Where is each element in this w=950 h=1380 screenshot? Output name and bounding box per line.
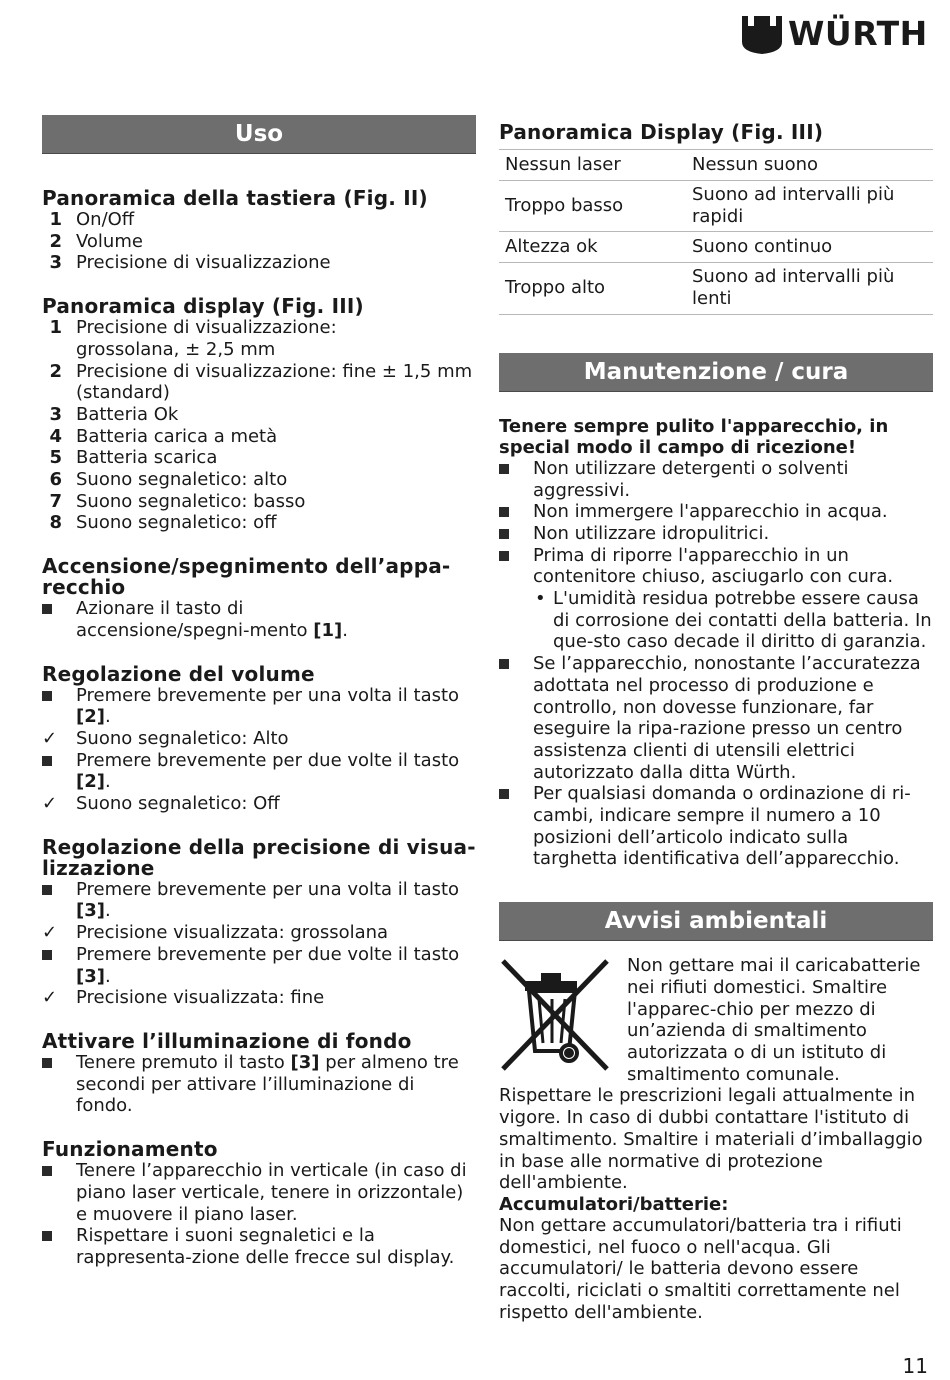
volume-section bbox=[42, 661, 476, 815]
bullet-square-icon bbox=[499, 659, 509, 669]
list-item: Non utilizzare detergenti o solventi aggressivi. bbox=[499, 458, 933, 501]
list-item: Premere brevemente per due volte il tasto [2]. bbox=[42, 750, 476, 793]
crossed-out-bin-icon bbox=[499, 955, 611, 1075]
list-item: 2 Precisione di visualizzazione: fine ± 1,5 mm (standard) bbox=[49, 360, 473, 404]
precision-section bbox=[42, 834, 476, 1009]
checkmark-icon: ✓ bbox=[42, 793, 58, 815]
keypad-list bbox=[42, 209, 476, 274]
bullet-square-icon bbox=[42, 756, 52, 766]
backlight-list bbox=[42, 1052, 476, 1117]
list-item: Non immergere l'apparecchio in acqua. bbox=[499, 501, 933, 523]
batteries-text: Non gettare accumulatori/batteria tra i rifiuti domestici, nel fuoco o nell'acqua. Gli accumulatori/ le batteria devono essere raccolti, riciclati o smaltiti correttamente nel rispetto dell'ambiente. bbox=[499, 1214, 902, 1323]
table-row: Altezza ok Suono continuo bbox=[499, 232, 933, 263]
checkmark-icon: ✓ bbox=[42, 727, 58, 749]
list-item: 1 Precisione di visualizzazione: grossolana, ± 2,5 mm bbox=[49, 317, 337, 360]
environment-text: Non gettare mai il caricabatterie nei rifiuti domestici. Smaltire l'apparec-chio per mezzo di un’azienda di smaltimento autorizzata o di un istituto di smaltimento comunale. Rispettare le prescrizioni legali attualmente in vigore. In caso di dubbi contattare l'istituto di smaltimento. Smaltire i materiali d’imballaggio in base alle normative di protezione dell'ambiente. bbox=[499, 955, 923, 1194]
operation-list bbox=[42, 1160, 476, 1269]
section-banner-environment: Avvisi ambientali bbox=[499, 902, 933, 941]
table-row: Nessun laser Nessun suono bbox=[499, 150, 933, 181]
keypad-section bbox=[42, 188, 476, 274]
checkmark-icon: ✓ bbox=[42, 987, 58, 1009]
list-item: 3 Batteria Ok bbox=[49, 403, 179, 425]
list-item: 3 Precisione di visualizzazione bbox=[49, 252, 331, 274]
display-section bbox=[42, 296, 476, 534]
list-item: ✓ Precisione visualizzata: fine bbox=[42, 987, 325, 1009]
wurth-logo-icon bbox=[740, 12, 784, 56]
section-title: Funzionamento bbox=[42, 1137, 218, 1162]
list-item: 2 Volume bbox=[49, 230, 143, 252]
section-banner-uso: Uso bbox=[42, 115, 476, 154]
section-title: Regolazione del volume bbox=[42, 661, 315, 686]
list-item: ✓ Suono segnaletico: Off bbox=[42, 793, 280, 815]
table-row: Troppo basso Suono ad intervalli più rapidi bbox=[499, 181, 933, 232]
display-table bbox=[499, 149, 933, 315]
wurth-logo bbox=[740, 12, 936, 56]
maintenance-list bbox=[499, 458, 933, 870]
section-title: Regolazione della precisione di visua-lizzazione bbox=[42, 834, 476, 880]
bullet-square-icon bbox=[42, 691, 52, 701]
list-item: Tenere premuto il tasto [3] per almeno tre secondi per attivare l’illuminazione di fondo. bbox=[42, 1052, 476, 1117]
bullet-square-icon bbox=[42, 885, 52, 895]
bullet-square-icon bbox=[42, 950, 52, 960]
sub-item: • L'umidità residua potrebbe essere causa di corrosione dei contatti della batteria. In que-sto caso decade il diritto di garanzia. bbox=[535, 588, 932, 653]
list-item: ✓ Suono segnaletico: Alto bbox=[42, 727, 289, 749]
bullet-square-icon bbox=[499, 464, 509, 474]
operation-section bbox=[42, 1139, 476, 1269]
list-item: Non utilizzare idropulitrici. bbox=[499, 523, 933, 545]
batteries-subtitle: Accumulatori/batterie: bbox=[499, 1193, 729, 1215]
bullet-square-icon bbox=[499, 789, 509, 799]
list-item: 6 Suono segnaletico: alto bbox=[49, 469, 288, 491]
list-item: 5 Batteria scarica bbox=[49, 447, 218, 469]
right-column bbox=[499, 122, 933, 1323]
page-number: 11 bbox=[902, 1354, 928, 1378]
bullet-square-icon bbox=[42, 1058, 52, 1068]
bullet-dot-icon: • bbox=[535, 588, 546, 610]
power-list bbox=[42, 598, 476, 641]
list-item: Tenere l’apparecchio in verticale (in caso di piano laser verticale, tenere in orizzontale) e muovere il piano laser. bbox=[42, 1160, 476, 1225]
section-title: Attivare l’illuminazione di fondo bbox=[42, 1028, 412, 1053]
list-item: 8 Suono segnaletico: off bbox=[49, 512, 277, 534]
display-list bbox=[42, 317, 476, 534]
section-title: Panoramica della tastiera (Fig. II) bbox=[42, 186, 428, 210]
left-column bbox=[42, 115, 476, 1269]
maintenance-section bbox=[499, 416, 933, 870]
precision-list bbox=[42, 879, 476, 1009]
bullet-square-icon bbox=[499, 529, 509, 539]
section-title: Panoramica display (Fig. III) bbox=[42, 294, 364, 319]
display-table-title: Panoramica Display (Fig. III) bbox=[499, 120, 824, 144]
maintenance-lead: Tenere sempre pulito l'apparecchio, in special modo il campo di ricezione! bbox=[499, 415, 889, 458]
bullet-square-icon bbox=[42, 604, 52, 614]
list-item: Premere brevemente per una volta il tasto [2]. bbox=[42, 685, 476, 728]
list-item: Rispettare i suoni segnaletici e la rappresenta-zione delle frecce sul display. bbox=[42, 1225, 476, 1268]
bullet-square-icon bbox=[42, 1166, 52, 1176]
environment-section bbox=[499, 955, 933, 1323]
list-item: 1 On/Off bbox=[49, 209, 135, 230]
list-item: Premere brevemente per due volte il tasto [3]. bbox=[42, 944, 476, 987]
logo-wordmark: WÜRTH bbox=[788, 14, 928, 53]
list-item: 4 Batteria carica a metà bbox=[49, 425, 278, 447]
list-item: Premere brevemente per una volta il tasto [3]. bbox=[42, 879, 476, 922]
power-section bbox=[42, 556, 476, 641]
section-title: Accensione/spegnimento dell’appa-recchio bbox=[42, 554, 451, 600]
table-row: Troppo alto Suono ad intervalli più lenti bbox=[499, 263, 933, 314]
list-item: Prima di riporre l'apparecchio in un contenitore chiuso, asciugarlo con cura. • L'umidità residua potrebbe essere causa di corrosione dei contatti della batteria. In que-sto caso decade il diritto di garanzia. bbox=[499, 545, 933, 654]
checkmark-icon: ✓ bbox=[42, 922, 58, 944]
section-banner-maintenance: Manutenzione / cura bbox=[499, 353, 933, 392]
list-item: Azionare il tasto di accensione/spegni-mento [1]. bbox=[42, 598, 476, 641]
bullet-square-icon bbox=[499, 507, 509, 517]
backlight-section bbox=[42, 1028, 476, 1117]
list-item: Per qualsiasi domanda o ordinazione di ri-cambi, indicare sempre il numero a 10 posizioni dell’articolo indicato sulla targhetta identificativa dell’apparecchio. bbox=[499, 783, 933, 870]
volume-list bbox=[42, 685, 476, 815]
list-item: Se l’apparecchio, nonostante l’accuratezza adottata nel processo di produzione e controllo, non dovesse funzionare, far eseguire la ripa-razione presso un centro assistenza clienti di utensili elettrici autorizzato dalla ditta Würth. bbox=[499, 653, 933, 783]
list-item: ✓ Precisione visualizzata: grossolana bbox=[42, 922, 389, 944]
bullet-square-icon bbox=[499, 551, 509, 561]
bullet-square-icon bbox=[42, 1231, 52, 1241]
list-item: 7 Suono segnaletico: basso bbox=[49, 490, 306, 512]
